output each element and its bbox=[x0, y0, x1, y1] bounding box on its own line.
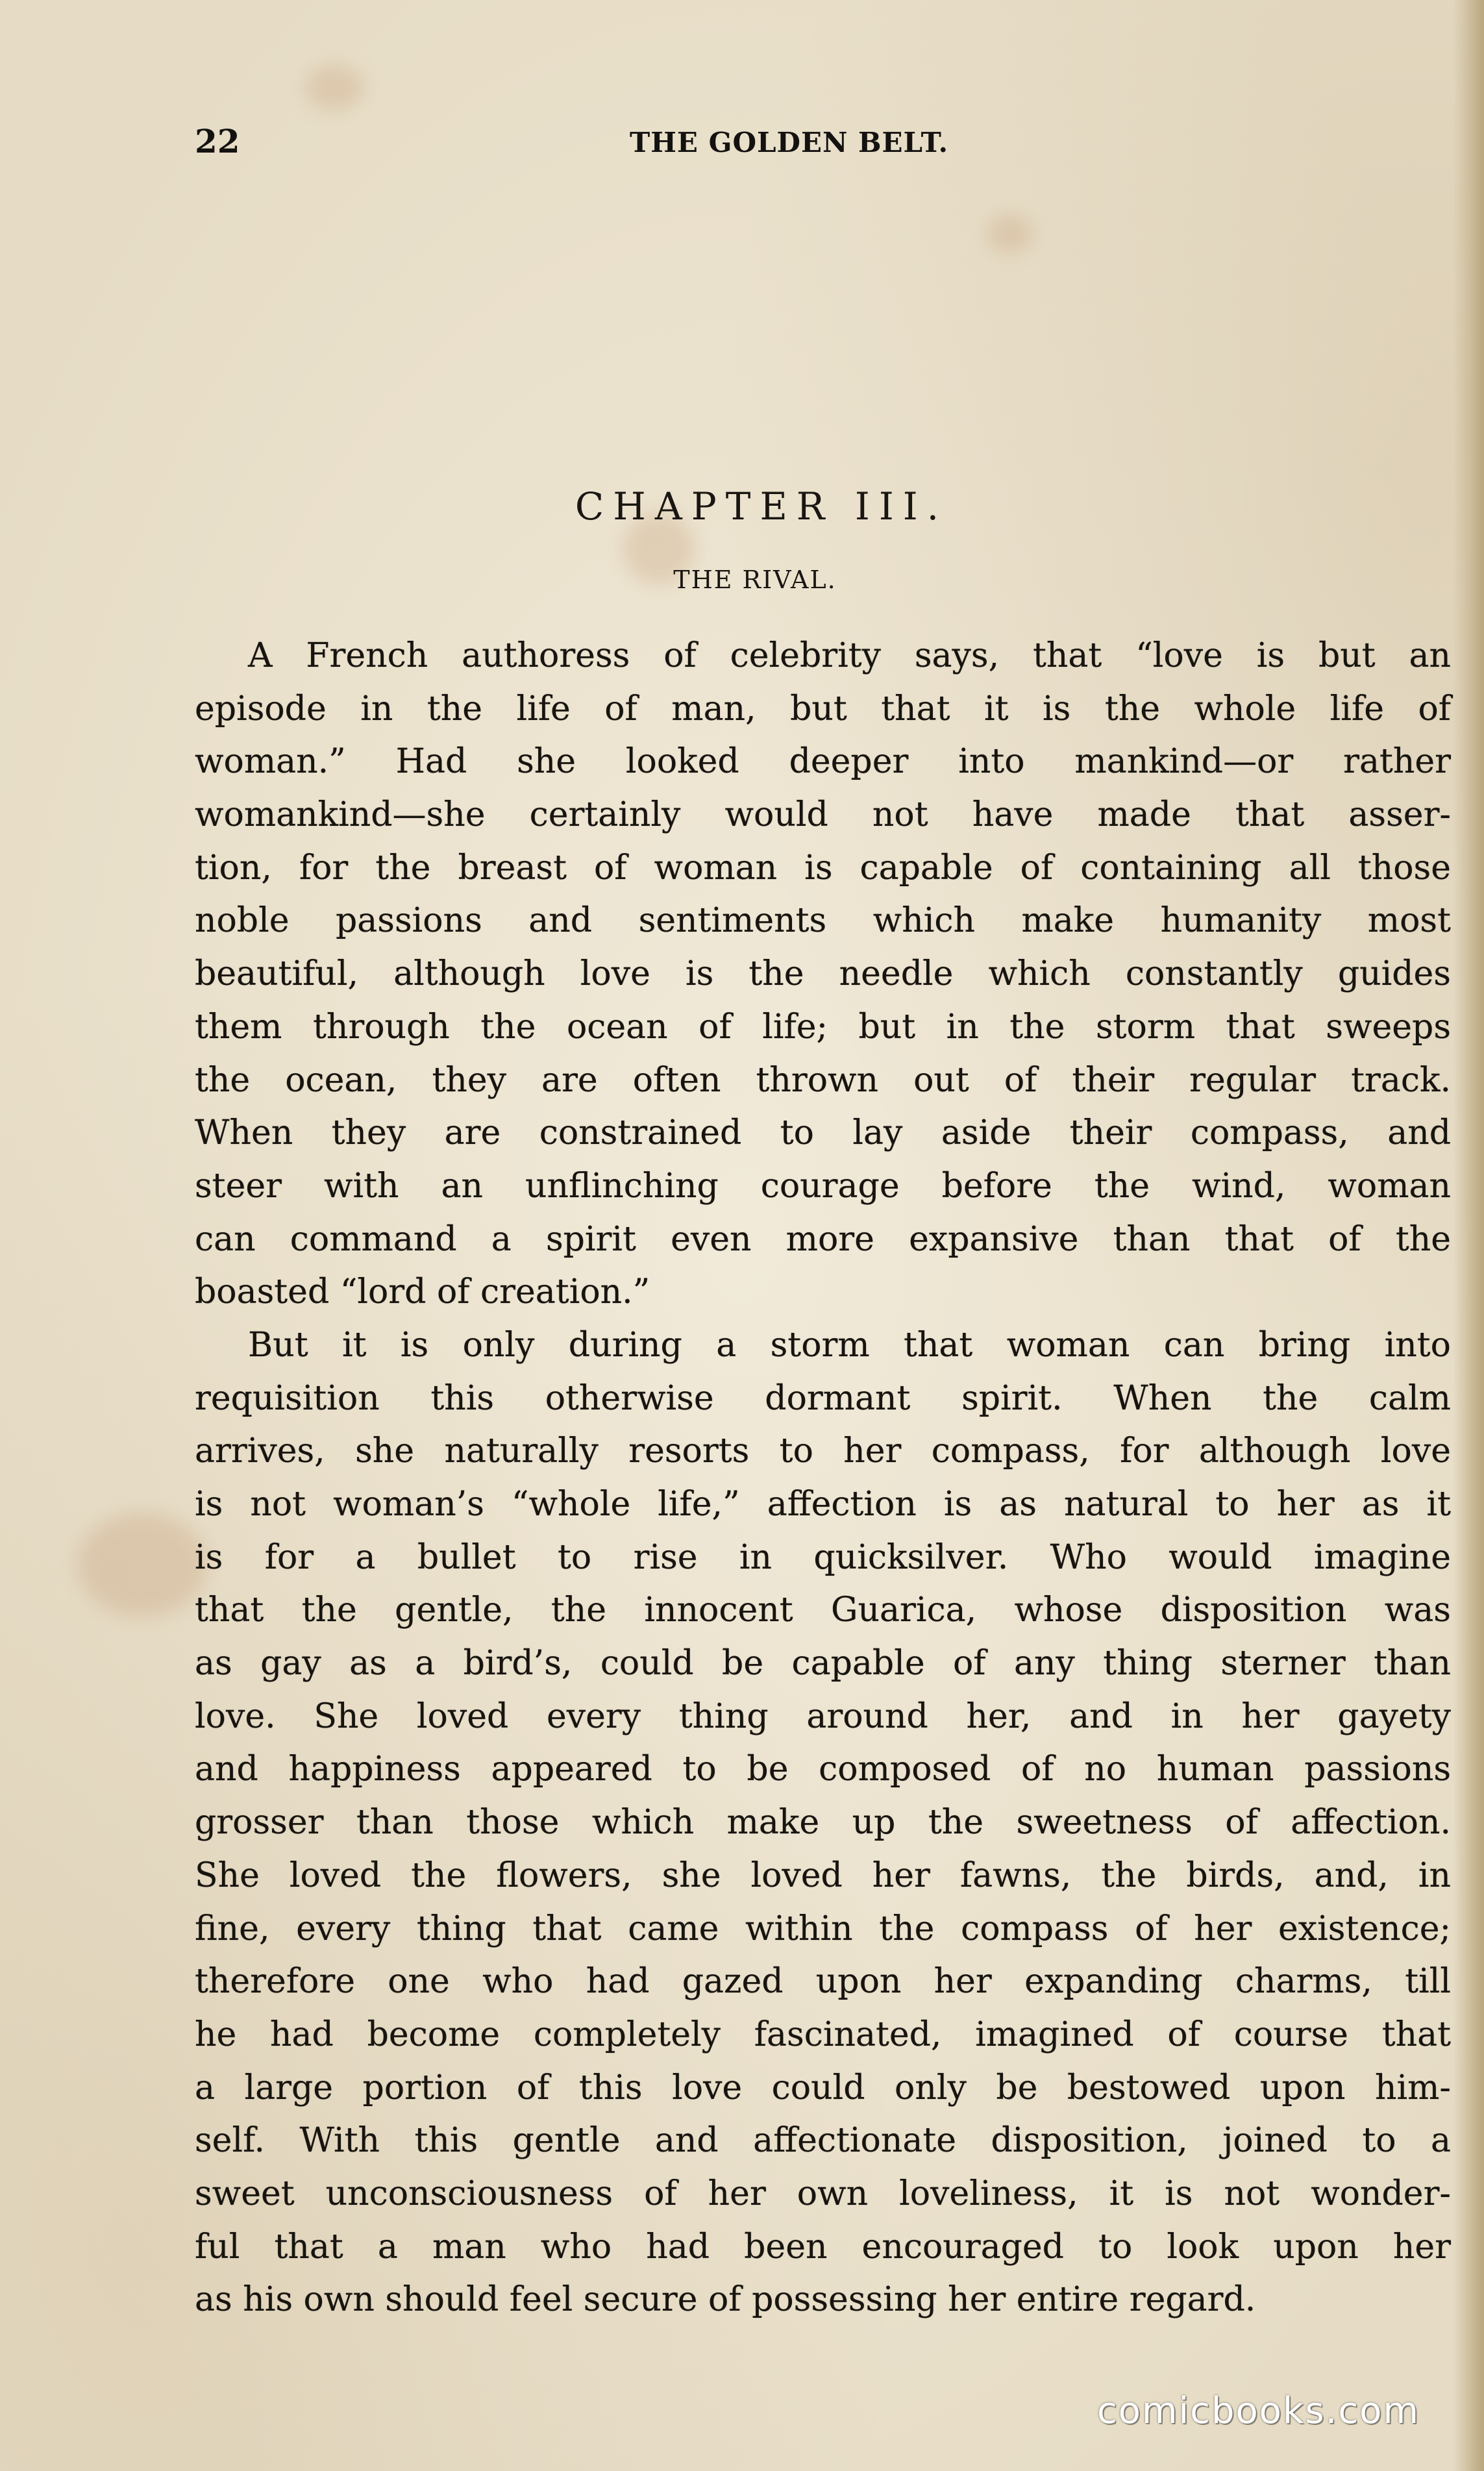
text-line: self. With this gentle and affectionate disposition, joined to a bbox=[195, 2121, 1451, 2161]
text-line: ful that a man who had been encouraged to look upon her bbox=[195, 2227, 1451, 2266]
text-line: is not woman’s “whole life,” affection is as natural to her as it bbox=[195, 1485, 1451, 1524]
text-line: can command a spirit even more expansive than that of the bbox=[195, 1219, 1451, 1259]
text-line: therefore one who had gazed upon her expanding charms, till bbox=[195, 1962, 1451, 2002]
text-line: sweet unconsciousness of her own loveliness, it is not wonder- bbox=[195, 2174, 1451, 2213]
chapter-subtitle: THE RIVAL. bbox=[673, 565, 837, 594]
text-line: boasted “lord of creation.” bbox=[195, 1273, 650, 1312]
text-line: noble passions and sentiments which make humanity most bbox=[195, 901, 1451, 941]
text-line: a large portion of this love could only be bestowed upon him- bbox=[195, 2068, 1451, 2107]
text-line: womankind—she certainly would not have made that asser- bbox=[195, 795, 1451, 835]
text-line: A French authoress of celebrity says, that “love is but an bbox=[248, 636, 1451, 675]
watermark: comicbooks.com bbox=[1097, 2390, 1420, 2432]
text-line: is for a bullet to rise in quicksilver. Who would imagine bbox=[195, 1537, 1451, 1577]
text-line: But it is only during a storm that woman can bring into bbox=[248, 1325, 1451, 1365]
text-line: as gay as a bird’s, could be capable of any thing sterner than bbox=[195, 1644, 1451, 1683]
running-title: THE GOLDEN BELT. bbox=[630, 127, 949, 158]
text-line: requisition this otherwise dormant spirit. When the calm bbox=[195, 1378, 1451, 1418]
foxing-stain bbox=[305, 65, 364, 110]
text-line: he had become completely fascinated, imagined of course that bbox=[195, 2015, 1451, 2054]
text-line: that the gentle, the innocent Guarica, whose disposition was bbox=[195, 1591, 1451, 1630]
page-edge-shadow bbox=[1453, 0, 1484, 2471]
text-line: When they are constrained to lay aside their compass, and bbox=[195, 1113, 1451, 1153]
text-line: fine, every thing that came within the compass of her existence; bbox=[195, 1909, 1451, 1948]
bleed-through-shadow bbox=[195, 221, 1441, 273]
text-line: grosser than those which make up the sweetness of affection. bbox=[195, 1803, 1451, 1843]
text-line: beautiful, although love is the needle which constantly guides bbox=[195, 954, 1451, 994]
text-line: the ocean, they are often thrown out of their regular track. bbox=[195, 1060, 1451, 1100]
body-text bbox=[195, 630, 1451, 2327]
text-line: tion, for the breast of woman is capable of containing all those bbox=[195, 848, 1451, 888]
text-line: steer with an unflinching courage before the wind, woman bbox=[195, 1166, 1451, 1206]
page-header bbox=[195, 122, 1428, 161]
text-line: and happiness appeared to be composed of no human passions bbox=[195, 1750, 1451, 1789]
text-line: love. She loved every thing around her, and in her gayety bbox=[195, 1696, 1451, 1736]
text-line: She loved the flowers, she loved her fawns, the birds, and, in bbox=[195, 1856, 1451, 1895]
text-line: them through the ocean of life; but in the storm that sweeps bbox=[195, 1007, 1451, 1047]
text-line: arrives, she naturally resorts to her compass, for although love bbox=[195, 1432, 1451, 1471]
text-line: as his own should feel secure of possessing her entire regard. bbox=[195, 2280, 1256, 2320]
text-line: episode in the life of man, but that it is the whole life of bbox=[195, 689, 1451, 728]
page-number: 22 bbox=[195, 122, 240, 160]
foxing-stain bbox=[78, 1513, 208, 1617]
text-line: woman.” Had she looked deeper into mankind—or rather bbox=[195, 742, 1451, 782]
chapter-title: CHAPTER III. bbox=[575, 484, 948, 528]
